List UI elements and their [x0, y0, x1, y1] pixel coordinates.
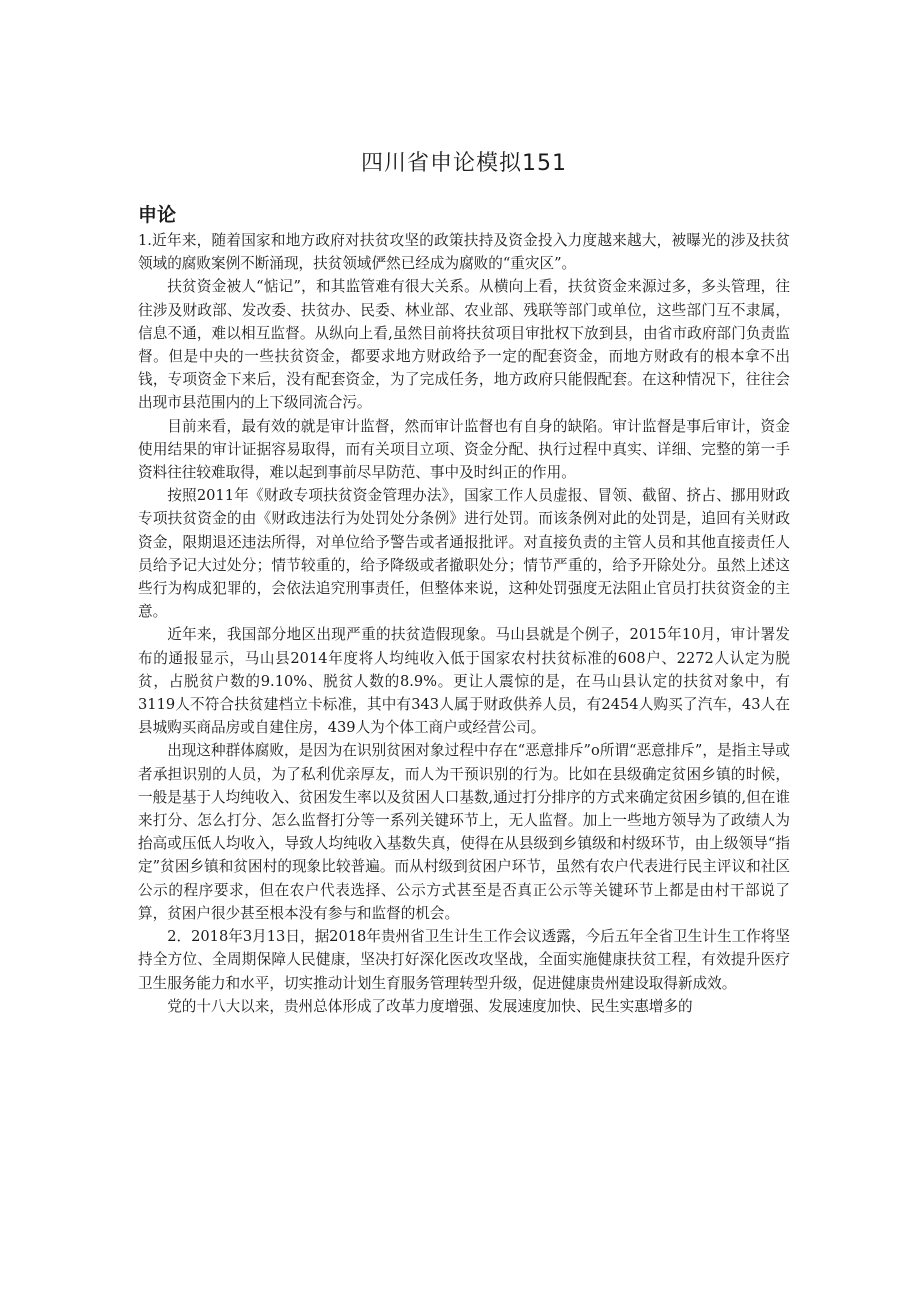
paragraph: 近年来，我国部分地区出现严重的扶贫造假现象。马山县就是个例子，2015年10月，审计署发布的通报显示，马山县2014年度将人均纯收入低于国家农村扶贫标准的608户、2272人认定为脱贫，占脱贫户数的9.10%、脱贫人数的8.9%。更让人震惊的是，在马山县认定的扶贫对象中，有3119人不符合扶贫建档立卡标准，其中有343人属于财政供养人员，有2454人购买了汽车，43人在县城购买商品房或自建住房，439人为个体工商户或经营公司。 — [138, 626, 790, 737]
paragraph: 目前来看，最有效的就是审计监督，然而审计监督也有自身的缺陷。审计监督是事后审计，资金使用结果的审计证据容易取得，而有关项目立项、资金分配、执行过程中真实、详细、完整的第一手资料往往较难取得，难以起到事前尽早防范、事中及时纠正的作用。 — [138, 417, 790, 482]
paragraph: 按照2011年《财政专项扶贫资金管理办法》，国家工作人员虚报、冒领、截留、挤占、挪用财政专项扶贫资金的由《财政违法行为处罚处分条例》进行处罚。而该条例对此的处罚是，追回有关财政资金，限期退还违法所得，对单位给予警告或者通报批评。对直接负责的主管人员和其他直接责任人员给予记大过处分；情节较重的，给予降级或者撤职处分；情节严重的，给予开除处分。虽然上述这些行为构成犯罪的，会依法追究刑事责任，但整体来说，这种处罚强度无法阻止官员打扶贫资金的主意。 — [138, 487, 790, 621]
paragraph: 扶贫资金被人“惦记”，和其监管难有很大关系。从横向上看，扶贫资金来源过多，多头管理，往往涉及财政部、发改委、扶贫办、民委、林业部、农业部、残联等部门或单位，这些部门互不隶属，信息不通，难以相互监督。从纵向上看,虽然目前将扶贫项目审批权下放到县，由省市政府部门负责监督。但是中央的一些扶贫资金，都要求地方财政给予一定的配套资金，而地方财政有的根本拿不出钱，专项资金下来后，没有配套资金，为了完成任务，地方政府只能假配套。在这种情况下，往往会出现市县范围内的上下级同流合污。 — [138, 278, 790, 412]
section-heading: 申论 — [138, 204, 177, 226]
document-title: 四川省申论模拟151 — [361, 151, 567, 176]
paragraph: 出现这种群体腐败，是因为在识别贫困对象过程中存在“恶意排斥”o所谓“恶意排斥”，是指主导或者承担识别的人员，为了私利优亲厚友，而人为干预识别的行为。比如在县级确定贫困乡镇的时候，一般是基于人均纯收入、贫困发生率以及贫困人口基数,通过打分排序的方式来确定贫困乡镇的,但在谁来打分、怎么打分、怎么监督打分等一系列关键环节上，无人监督。加上一些地方领导为了政绩人为抬高或压低人均收入，导致人均纯收入基数失真，使得在从县级到乡镇级和村级环节，由上级领导“指定”贫困乡镇和贫困村的现象比较普遍。而从村级到贫困户环节，虽然有农户代表进行民主评议和社区公示的程序要求，但在农户代表选择、公示方式甚至是否真正公示等关键环节上都是由村干部说了算，贫困户很少甚至根本没有参与和监督的机会。 — [138, 742, 790, 922]
paragraph: 党的十八大以来，贵州总体形成了改革力度增强、发展速度加快、民生实惠增多的 — [167, 997, 693, 1015]
paragraph: 1.近年来，随着国家和地方政府对扶贫攻坚的政策扶持及资金投入力度越来越大，被曝光的涉及扶贫领域的腐败案例不断涌现，扶贫领域俨然已经成为腐败的“重灾区”。 — [138, 232, 790, 273]
paragraph: 2．2018年3月13日，据2018年贵州省卫生计生工作会议透露，今后五年全省卫生计生工作将坚持全方位、全周期保障人民健康，坚决打好深化医改攻坚战，全面实施健康扶贫工程，有效提升医疗卫生服务能力和水平，切实推动计划生育服务管理转型升级，促进健康贵州建设取得新成效。 — [138, 928, 790, 992]
document-body — [138, 229, 790, 1018]
